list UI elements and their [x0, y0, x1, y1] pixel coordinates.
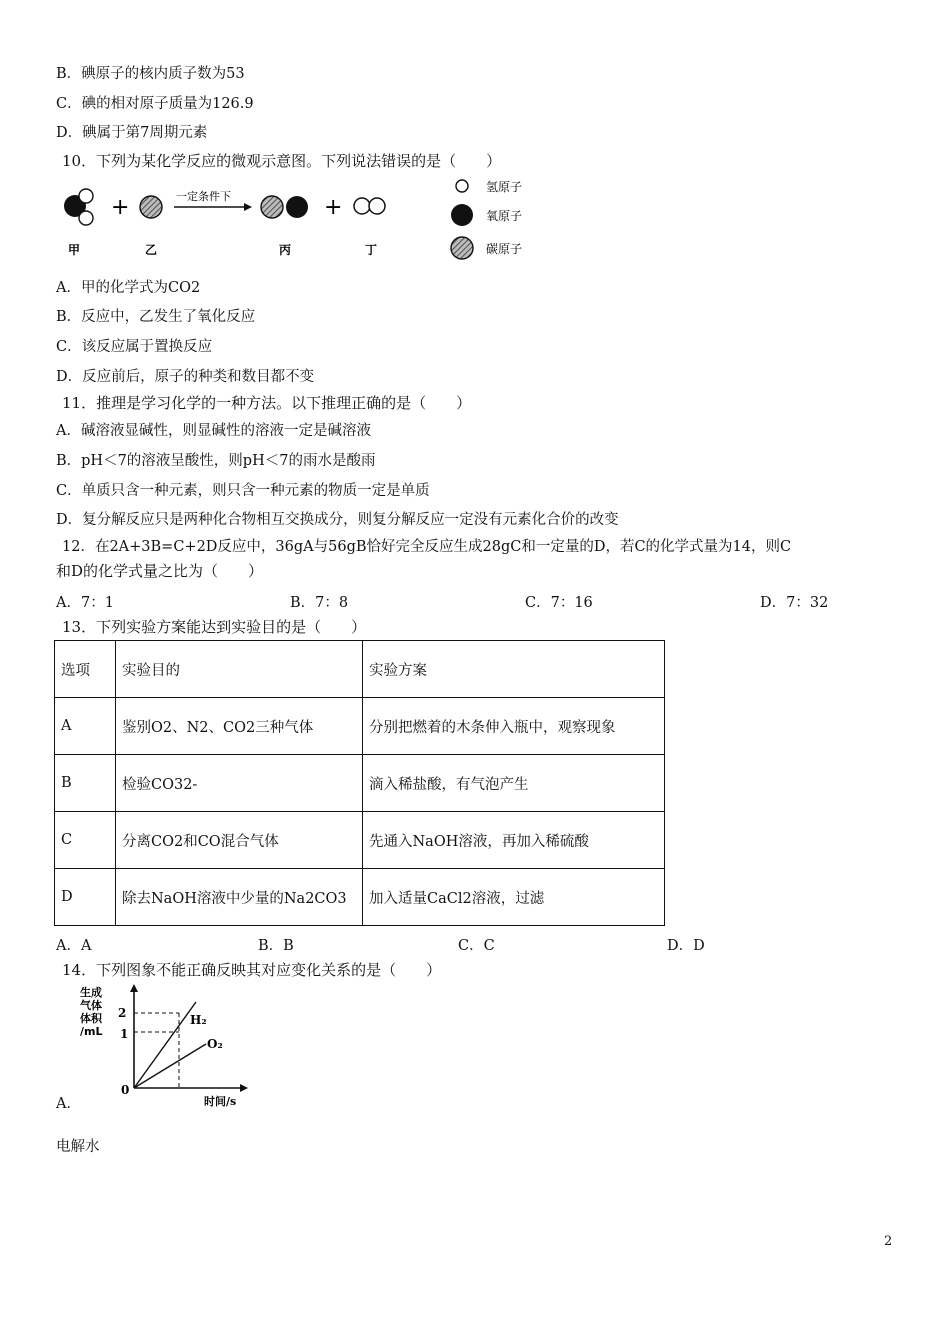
- q10-option-b: B．反应中，乙发生了氧化反应: [56, 309, 256, 325]
- label-ding: 丁: [365, 243, 378, 257]
- series-o2-line: [134, 1044, 206, 1088]
- molecule-bing: [261, 196, 308, 218]
- q14-electrolysis-graph: [74, 982, 264, 1110]
- tick-2: 2: [118, 1006, 127, 1020]
- legend-hydrogen: 氢原子: [486, 180, 523, 194]
- y-label-line4: /mL: [80, 1025, 103, 1038]
- page-number: 2: [884, 1234, 893, 1249]
- q11-option-d: D．复分解反应只是两种化合物相互交换成分，则复分解反应一定没有元素化合价的改变: [56, 512, 619, 528]
- q13-option-d: D．D: [667, 938, 705, 954]
- cell-option: D: [55, 869, 116, 926]
- table-row: [55, 698, 665, 755]
- header-option: 选项: [55, 641, 116, 698]
- x-axis-label: 时间/s: [204, 1095, 237, 1108]
- q13-option-a: A．A: [56, 938, 92, 954]
- y-label-line1: 生成: [80, 986, 102, 999]
- series-h2-label: H₂: [190, 1013, 207, 1027]
- q11-option-c: C．单质只含一种元素，则只含一种元素的物质一定是单质: [56, 483, 430, 499]
- cell-purpose: 鉴别O2、N2、CO2三种气体: [116, 698, 363, 755]
- q10-option-a: A．甲的化学式为CO2: [56, 280, 201, 296]
- y-label-line3: 体积: [80, 1012, 102, 1025]
- q14-stem: 14．下列图象不能正确反映其对应变化关系的是（ ）: [62, 961, 442, 979]
- molecule-yi: [140, 196, 162, 218]
- table-header-row: [55, 641, 665, 698]
- legend-oxygen: 氧原子: [486, 209, 523, 223]
- series-o2-label: O₂: [207, 1037, 223, 1051]
- q10-stem: 10．下列为某化学反应的微观示意图。下列说法错误的是（ ）: [62, 152, 502, 170]
- table-row: [55, 755, 665, 812]
- y-label-line2: 气体: [80, 999, 102, 1012]
- series-h2-line: [134, 1002, 196, 1088]
- plus-sign-1: +: [111, 195, 130, 220]
- header-plan: 实验方案: [363, 641, 665, 698]
- molecule-ding: [354, 198, 385, 214]
- table-row: [55, 869, 665, 926]
- header-purpose: 实验目的: [116, 641, 363, 698]
- cell-plan: 滴入稀盐酸，有气泡产生: [363, 755, 665, 812]
- q10-option-d: D．反应前后，原子的种类和数目都不变: [56, 369, 315, 385]
- legend-carbon: 碳原子: [486, 242, 523, 256]
- cell-plan: 加入适量CaCl2溶液，过滤: [363, 869, 665, 926]
- q14-caption: 电解水: [56, 1139, 100, 1155]
- cell-plan: 分别把燃着的木条伸入瓶中，观察现象: [363, 698, 665, 755]
- q12-option-d: D．7：32: [760, 595, 829, 611]
- q10-reaction-diagram: [56, 176, 556, 266]
- cell-purpose: 检验CO32-: [116, 755, 363, 812]
- q13-stem: 13．下列实验方案能达到实验目的是（ ）: [62, 618, 367, 636]
- q13-experiment-table: [54, 640, 665, 926]
- q10-option-c: C．该反应属于置换反应: [56, 339, 213, 355]
- cell-option: A: [55, 698, 116, 755]
- q11-option-a: A．碱溶液显碱性，则显碱性的溶液一定是碱溶液: [56, 423, 371, 439]
- q13-option-c: C．C: [458, 938, 495, 954]
- label-bing: 丙: [279, 243, 292, 257]
- q9-option-b: B．碘原子的核内质子数为53: [56, 66, 245, 82]
- cell-plan: 先通入NaOH溶液，再加入稀硫酸: [363, 812, 665, 869]
- q9-option-c: C．碘的相对原子质量为126.9: [56, 96, 254, 112]
- cell-purpose: 除去NaOH溶液中少量的Na2CO3: [116, 869, 363, 926]
- cell-option: B: [55, 755, 116, 812]
- q11-stem: 11．推理是学习化学的一种方法。以下推理正确的是（ ）: [62, 394, 472, 412]
- q14-option-a: A．: [56, 1096, 81, 1112]
- cell-purpose: 分离CO2和CO混合气体: [116, 812, 363, 869]
- label-jia: 甲: [68, 243, 81, 257]
- tick-0: 0: [121, 1083, 130, 1097]
- reaction-condition: 一定条件下: [176, 190, 231, 203]
- q12-option-c: C．7：16: [525, 595, 593, 611]
- table-row: [55, 812, 665, 869]
- q12-option-a: A．7：1: [56, 595, 114, 611]
- q13-option-b: B．B: [258, 938, 294, 954]
- q11-option-b: B．pH＜7的溶液呈酸性，则pH＜7的雨水是酸雨: [56, 453, 376, 469]
- q12-option-b: B．7：8: [290, 595, 349, 611]
- plus-sign-2: +: [324, 195, 343, 220]
- q9-option-d: D．碘属于第7周期元素: [56, 125, 208, 141]
- q12-stem-line1: 12．在2A+3B=C+2D反应中，36gA与56gB恰好完全反应生成28gC和一定量的D，若C的化学式量为14，则C: [62, 539, 792, 555]
- q12-stem-line2: 和D的化学式量之比为（ ）: [56, 562, 264, 580]
- label-yi: 乙: [145, 243, 158, 257]
- tick-1: 1: [120, 1027, 129, 1041]
- molecule-jia: [64, 189, 93, 225]
- cell-option: C: [55, 812, 116, 869]
